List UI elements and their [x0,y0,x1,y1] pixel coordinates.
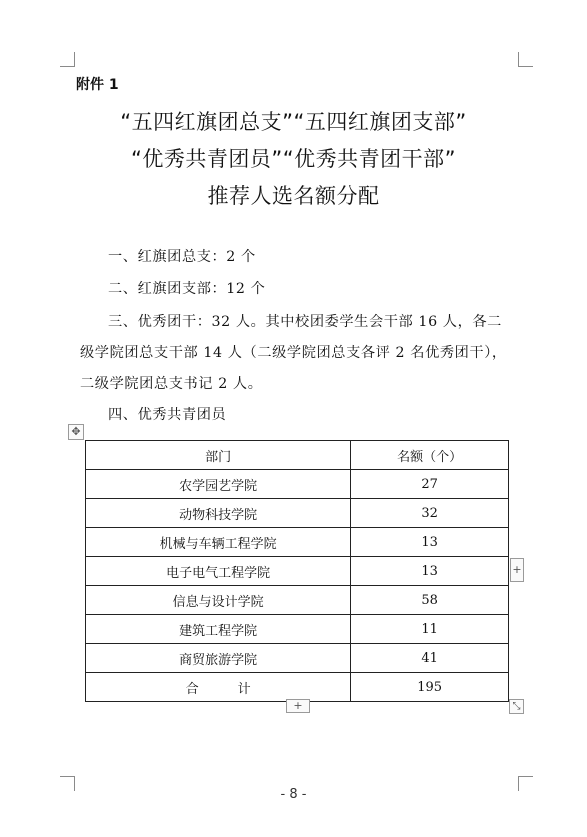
table-header-row [86,441,509,470]
cell-department[interactable]: 机械与车辆工程学院 [86,528,351,557]
item-3-text-line-1: 三、优秀团干：32 人。其中校团委学生会干部 16 人，各二 [108,314,502,330]
cell-total-value[interactable]: 195 [351,673,509,702]
table-total-row [86,673,509,702]
cell-department[interactable]: 商贸旅游学院 [86,644,351,673]
cell-total-label[interactable]: 合 计 [86,673,351,702]
cell-quota[interactable]: 32 [351,499,509,528]
cell-quota[interactable]: 58 [351,586,509,615]
item-2-text: 二、红旗团支部：12 个 [108,281,266,297]
attachment-label: 附件 1 [76,77,119,93]
item-4-text: 四、优秀共青团员 [108,407,227,423]
header-department[interactable]: 部门 [86,441,351,470]
table-resize-icon[interactable]: ⤡ [509,699,524,714]
cell-quota[interactable]: 27 [351,470,509,499]
cell-quota[interactable]: 13 [351,557,509,586]
table-move-icon[interactable]: ✥ [68,424,84,440]
cell-quota[interactable]: 13 [351,528,509,557]
cell-quota[interactable]: 11 [351,615,509,644]
corner-mark-top-right [518,52,533,67]
page-number: - 8 - [280,787,307,802]
cell-department[interactable]: 动物科技学院 [86,499,351,528]
add-column-plus-icon[interactable]: + [510,558,524,582]
cell-department[interactable]: 建筑工程学院 [86,615,351,644]
corner-mark-top-left [60,52,75,67]
quota-table [85,440,509,702]
item-3-text-line-3: 二级学院团总支书记 2 人。 [80,376,263,392]
document-title-line-3: 推荐人选名额分配 [207,184,380,208]
header-quota[interactable]: 名额（个） [351,441,509,470]
table-row [86,557,509,586]
item-3-text-line-2: 级学院团总支干部 14 人（二级学院团总支各评 2 名优秀团干）， [80,345,507,361]
table-row [86,499,509,528]
cell-department[interactable]: 信息与设计学院 [86,586,351,615]
add-row-plus-icon[interactable]: + [286,699,310,713]
table-row [86,470,509,499]
document-title-line-1: “五四红旗团总支”“五四红旗团支部” [120,110,467,134]
table-row [86,615,509,644]
cell-quota[interactable]: 41 [351,644,509,673]
table-row [86,528,509,557]
table-row [86,586,509,615]
cell-department[interactable]: 农学园艺学院 [86,470,351,499]
item-1-text: 一、红旗团总支：2 个 [108,249,256,265]
document-title-line-2: “优秀共青团员”“优秀共青团干部” [130,147,457,171]
table-row [86,644,509,673]
cell-department[interactable]: 电子电气工程学院 [86,557,351,586]
